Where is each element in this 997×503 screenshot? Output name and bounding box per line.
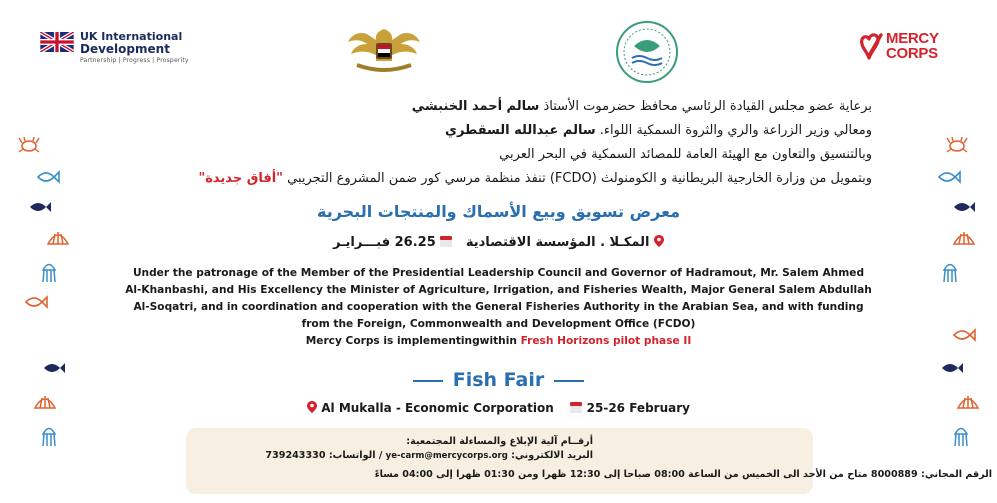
english-date: 25-26 February xyxy=(586,401,690,415)
mercy-line1: MERCY xyxy=(886,30,939,47)
arabic-line4-prefix: وبتمويل من وزارة الخارجية البريطانية و الكومنولث (FCDO) تنفذ منظمة مرسي كور ضمن المشروع التجريبي xyxy=(287,171,872,186)
email-address: ye-carm@mercycorps.org xyxy=(385,451,508,461)
arabic-line1-prefix: برعاية عضو مجلس القيادة الرئاسي محافظ حضرموت الأستاذ xyxy=(543,99,872,114)
ukid-line2: Development xyxy=(80,42,170,56)
yemen-emblem-logo xyxy=(345,25,423,75)
ukid-line1: UK International xyxy=(80,30,183,43)
fish-icon xyxy=(935,164,961,190)
squid-icon xyxy=(36,258,62,284)
crab-icon xyxy=(16,131,42,157)
english-line2: Al-Khanbashi, and His Excellency the Minister of Agriculture, Irrigation, and Fisheries Wealth, Major General Salem Abdullah xyxy=(125,284,872,296)
arabic-date: 26.25 فبـــرايـر xyxy=(332,235,436,250)
english-line4: from the Foreign, Commonwealth and Development Office (FCDO) xyxy=(301,318,696,330)
eagle-emblem-icon xyxy=(345,25,423,75)
mercy-line2: CORPS xyxy=(886,45,938,62)
english-line5 xyxy=(120,333,877,350)
english-patronage-paragraph xyxy=(120,265,877,350)
arabic-project-name: "أفاق جديدة" xyxy=(198,171,283,186)
calendar-icon xyxy=(440,235,452,247)
squid-icon xyxy=(948,422,974,448)
squid-icon xyxy=(937,258,963,284)
english-implementing-text: Mercy Corps is implementingwithin xyxy=(305,335,517,347)
location-pin-icon xyxy=(307,401,317,413)
whatsapp-number: 739243330 xyxy=(265,450,326,461)
english-line1: Under the patronage of the Member of the Presidential Leadership Council and Governor of Hadramout, Mr. Salem Ahmed xyxy=(132,267,865,279)
governor-name: سالم أحمد الخنبشي xyxy=(411,99,540,114)
arabic-funding-line xyxy=(112,171,872,186)
fish-icon xyxy=(34,164,60,190)
title-dash-left xyxy=(413,380,443,382)
email-label: البريد الالكتروني: xyxy=(511,450,593,461)
english-venue: Al Mukalla - Economic Corporation xyxy=(321,401,554,415)
minister-name: سالم عبدالله السقطري xyxy=(445,123,596,138)
feedback-contact-box xyxy=(186,428,992,494)
union-jack-flag-icon xyxy=(40,32,74,52)
arabic-line2-prefix: ومعالي وزير الزراعة والري والثروة السمكية اللواء. xyxy=(599,123,872,138)
calendar-icon xyxy=(570,401,582,413)
english-project-name: Fresh Horizons pilot phase II xyxy=(520,335,692,347)
mercy-corps-logo xyxy=(858,30,963,66)
contact-heading: أرقــام آلية الإبلاغ والمساءلة المجتمعية: xyxy=(406,436,593,447)
contact-email-line xyxy=(265,450,593,461)
crab-icon xyxy=(944,131,970,157)
english-line3: Al-Soqatri, and in coordination and cooperation with the General Fisheries Authority in the Arabian Sea, and with funding xyxy=(133,301,864,313)
location-pin-icon xyxy=(654,235,664,247)
arabic-venue-date xyxy=(0,235,997,250)
arabic-minister-line xyxy=(112,123,872,138)
arabic-event-title: معرض تسويق وبيع الأسماك والمنتجات البحرية xyxy=(316,202,681,221)
contact-hotline-line: الرقم المجاني: 8000889 متاح من الأحد الى الخميس من الساعة 08:00 صباحا إلى 12:30 ظهرا ومن 01:30 ظهرا إلى 04:00 مساءً xyxy=(374,469,992,480)
arabic-venue: المكـلا . المؤسسة الاقتصادية xyxy=(465,235,650,250)
mercy-corps-name xyxy=(886,31,939,61)
fisheries-authority-logo xyxy=(612,20,682,84)
title-dash-right xyxy=(554,380,584,382)
arabic-coordination-line: وبالتنسيق والتعاون مع الهيئة العامة للمصائد السمكية في البحر العربي xyxy=(499,147,872,162)
uk-international-development-logo xyxy=(40,30,189,66)
whatsapp-label: / الواتساب: xyxy=(328,450,383,461)
arabic-patronage-line xyxy=(112,99,872,114)
fish-fair-title xyxy=(0,369,997,391)
ukid-tagline: Partnership | Progress | Prosperity xyxy=(80,57,189,64)
fish-icon xyxy=(22,289,48,315)
squid-icon xyxy=(36,422,62,448)
english-venue-date xyxy=(0,401,997,415)
event-title-text: Fish Fair xyxy=(452,369,545,391)
mercy-corps-mark-icon xyxy=(858,30,884,64)
fisheries-seal-icon xyxy=(612,20,682,84)
fish-icon xyxy=(950,322,976,348)
